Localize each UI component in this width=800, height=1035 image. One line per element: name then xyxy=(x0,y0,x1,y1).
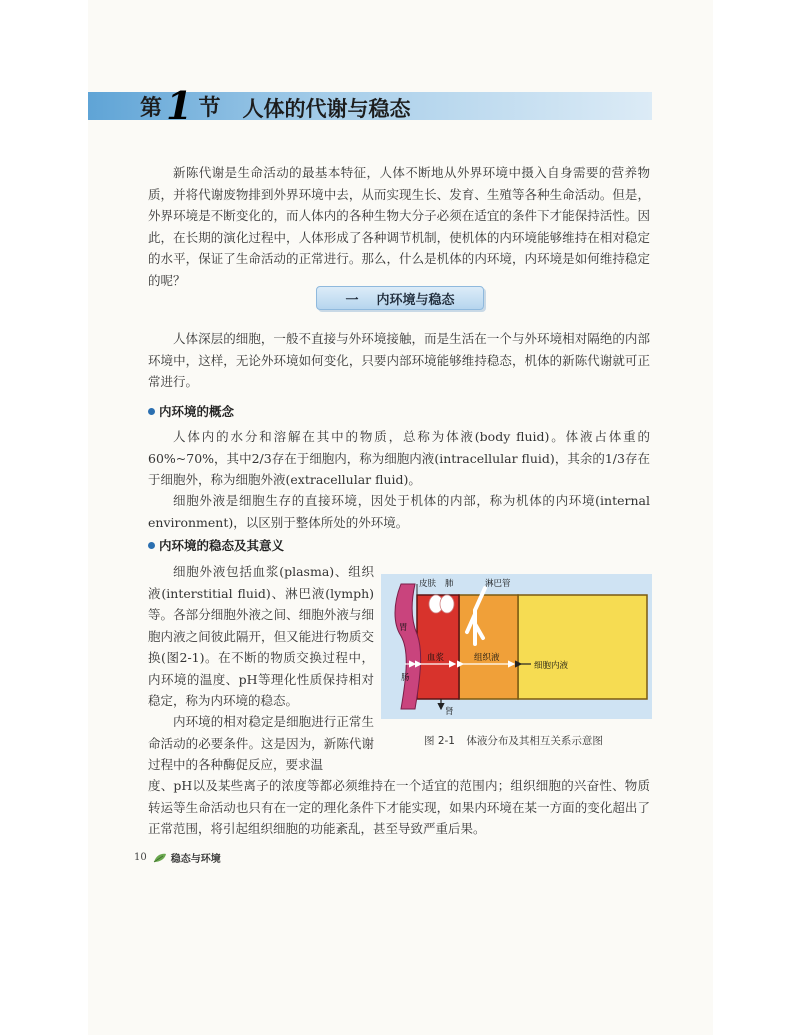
subsection-number: 一 xyxy=(345,292,359,308)
page-number: 10 xyxy=(134,852,147,863)
heading-concept-text: 内环境的概念 xyxy=(159,404,235,419)
concept-paragraph-2: 细胞外液是细胞生存的直接环境，因处于机体的内部，称为机体的内环境(internal environment)，以区别于整体所处的外环境。 xyxy=(148,493,650,530)
label-stomach: 胃 xyxy=(399,623,408,633)
tissue-fluid-region xyxy=(459,595,518,699)
bullet-dot-icon xyxy=(148,542,155,549)
heading-homeostasis xyxy=(148,536,284,554)
leaf-icon xyxy=(153,853,167,863)
label-lymph-vessel: 淋巴管 xyxy=(485,579,511,589)
homeostasis-paragraph-2-continued: 度、pH以及某些离子的浓度等都必须维持在一个适宜的范围内；组织细胞的兴奋性、物质转运等生命活动也只有在一定的理化条件下才能实现，如果内环境在某一方面的变化超出了正常范围，将引起组织细胞的功能紊乱，甚至导致严重后果。 xyxy=(148,778,650,836)
label-skin: 皮肤 xyxy=(419,579,437,589)
bullet-dot-icon xyxy=(148,408,155,415)
body-fluid-diagram-svg xyxy=(381,574,652,719)
page-footer xyxy=(134,850,221,865)
section-suffix: 节 xyxy=(198,96,221,121)
figure-caption xyxy=(424,733,603,748)
section-number: 1 xyxy=(166,83,193,128)
label-intracellular-fluid: 细胞内液 xyxy=(534,661,569,671)
intro-paragraph: 新陈代谢是生命活动的最基本特征，人体不断地从外界环境中摄入自身需要的营养物质，并将代谢废物排到外界环境中去，从而实现生长、发育、生殖等各种生命活动。但是，外界环境是不断变化的，而人体内的各种生物大分子必须在适宜的条件下才能保持活性。因此，在长期的演化过程中，人体形成了各种调节机制，使机体的内环境能够维持在相对稳定的水平，保证了生命活动的正常进行。那么，什么是机体的内环境，内环境是如何维持稳定的呢？ xyxy=(148,165,650,288)
section-title xyxy=(140,83,411,128)
label-lung: 肺 xyxy=(445,579,454,589)
subsection-title: 内环境与稳态 xyxy=(376,292,455,308)
lung-shape-right xyxy=(440,595,454,613)
heading-concept xyxy=(148,402,234,420)
label-plasma: 血浆 xyxy=(427,653,445,663)
book-title: 稳态与环境 xyxy=(170,854,221,865)
figure-caption-number: 图 2-1 xyxy=(424,735,455,747)
section-prefix: 第 xyxy=(140,96,163,121)
concept-paragraph-1: 人体内的水分和溶解在其中的物质，总称为体液(body fluid)。体液占体重的60%~70%，其中2/3存在于细胞内，称为细胞内液(intracellular fluid)，其余的1/3存在于细胞外，称为细胞外液(extracellular fluid)。 xyxy=(148,429,650,487)
figure-body-fluid-diagram xyxy=(381,574,652,719)
heading-homeostasis-text: 内环境的稳态及其意义 xyxy=(159,538,285,553)
figure-caption-text: 体液分布及其相互关系示意图 xyxy=(466,735,603,747)
label-kidney: 肾 xyxy=(445,707,454,717)
subsection-heading xyxy=(316,286,484,310)
homeostasis-paragraph-1: 细胞外液包括血浆(plasma)、组织液(interstitial fluid)、淋巴液(lymph)等。各部分细胞外液之间、细胞外液与细胞内液之间彼此隔开，但又能进行物质交换(图2-1)。在不断的物质交换过程中，内环境的温度、pH等理化性质保持相对稳定，称为内环境的稳态。 xyxy=(148,564,374,708)
label-tissue-fluid: 组织液 xyxy=(474,653,500,663)
intracellular-fluid-region xyxy=(518,595,647,699)
section-name: 人体的代谢与稳态 xyxy=(242,97,411,121)
homeostasis-paragraph-2-column: 内环境的相对稳定是细胞进行正常生命活动的必要条件。这是因为，新陈代谢过程中的各种酶促反应，要求温 xyxy=(148,714,374,772)
subsection-intro-paragraph: 人体深层的细胞，一般不直接与外环境接触，而是生活在一个与外环境相对隔绝的内部环境中，这样，无论外环境如何变化，只要内部环境能够维持稳态，机体的新陈代谢就可正常进行。 xyxy=(148,331,650,389)
label-intestine: 肠 xyxy=(401,673,410,683)
